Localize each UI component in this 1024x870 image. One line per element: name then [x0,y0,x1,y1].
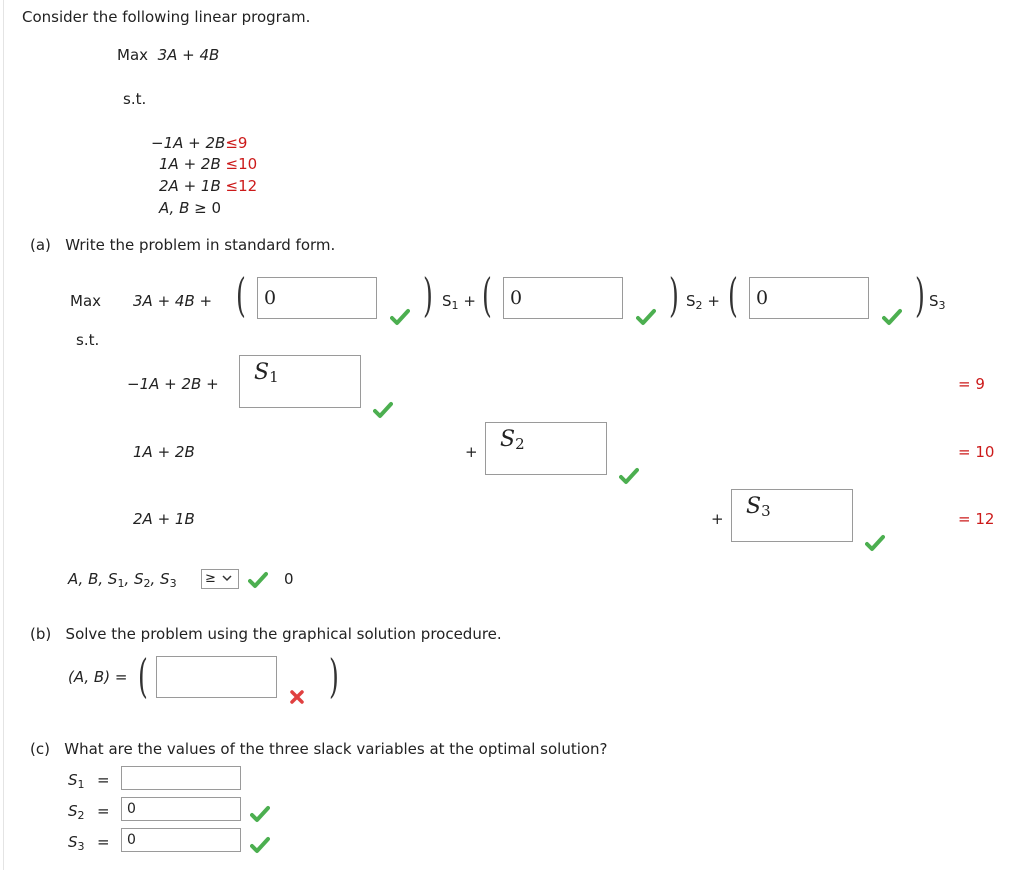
x-icon [289,689,305,705]
constraint-4-rel: ≥ [194,199,207,217]
row1-rhs: = 9 [958,375,985,393]
part-b-label: (b) [30,625,52,643]
obj-s1 [442,292,476,312]
row3-plus: + [711,510,724,528]
c-s1-eq: = [97,771,110,789]
check-icon [390,308,410,326]
chevron-down-icon [222,574,232,582]
row2-lhs: 1A + 2B [133,443,195,461]
part-a-question: Write the problem in standard form. [65,236,336,254]
part-c-question: What are the values of the three slack variables at the optimal solution? [64,740,608,758]
row2-slack-var: S [500,427,516,452]
constraint-3-rel: ≤ [225,177,239,195]
intro-text: Consider the following linear program. [22,8,311,26]
part-a-label: (a) [30,236,51,254]
part-b-heading [30,625,502,643]
paren-open-2: ( [482,268,492,322]
check-icon [619,467,639,485]
c-s2-label: $S_2$ [68,802,85,822]
c-s1-label: $S_1$ [68,771,85,791]
nonneg-vars-text: A, B, S [68,570,118,588]
left-border [3,0,4,870]
constraint-4 [159,199,221,217]
obj-plus-1: + [463,292,476,310]
obj-s3-var: S [929,292,939,310]
constraint-1 [151,134,247,152]
s1-value-input[interactable] [121,766,241,790]
constraint-3-rhs: 12 [238,177,258,195]
check-icon [636,308,656,326]
obj-coef-2-input[interactable]: 0 [503,277,623,319]
row3-lhs: 2A + 1B [133,510,195,528]
st-label: s.t. [123,90,147,108]
nonneg-rhs: 0 [284,570,294,588]
paren-close-b: ) [329,649,339,703]
part-a-heading [30,236,335,254]
part-b-question: Solve the problem using the graphical solution procedure. [65,625,502,643]
c-s1-sub: 1 [77,778,85,791]
constraint-2 [159,155,257,173]
c-s3-sub: 3 [77,840,85,853]
constraint-1-rhs: 9 [237,134,248,152]
c-s3-eq: = [97,833,110,851]
obj-prefix: 3A + 4B + [133,292,213,310]
constraint-3-lhs: 2A + 1B [159,177,221,195]
nonneg-relation-select[interactable] [201,569,239,589]
row2-slack-sub: 2 [515,435,525,453]
check-icon [248,571,268,589]
constraint-2-lhs: 1A + 2B [159,155,221,173]
row1-slack-sub: 1 [269,368,279,386]
obj-coef-1-input[interactable]: 0 [257,277,377,319]
part-c-heading [30,740,608,758]
paren-close-2: ) [669,268,679,322]
max-label: Max [70,292,102,310]
paren-open-3: ( [728,268,738,322]
constraint-1-lhs: −1A + 2B [151,134,226,152]
objective-row [117,46,219,64]
obj-s1-sub: 1 [451,299,459,312]
row1-slack-input[interactable] [239,355,361,408]
nonneg-sub2: 2 [143,577,151,590]
check-icon [882,308,902,326]
ab-input[interactable] [156,656,277,698]
constraint-1-rel: ≤ [225,134,238,152]
constraint-2-rhs: 10 [238,155,258,173]
row3-slack-var: S [746,494,762,519]
c-s3-label: $S_3$ [68,833,85,853]
row3-slack-input[interactable] [731,489,853,542]
check-icon [865,534,885,552]
part-c-label: (c) [30,740,50,758]
obj-plus-2: + [707,292,720,310]
ab-label: (A, B) = [68,668,128,686]
paren-close-1: ) [423,268,433,322]
check-icon [373,401,393,419]
row3-rhs: = 12 [958,510,995,528]
s2-value-input[interactable]: 0 [121,797,241,821]
nonneg-sub1: 1 [117,577,125,590]
obj-s3-sub: 3 [938,299,946,312]
paren-open-1: ( [236,268,246,322]
row1-lhs: −1A + 2B + [127,375,219,393]
obj-s1-var: S [442,292,452,310]
constraint-3 [159,177,257,195]
row2-plus: + [465,443,478,461]
paren-close-3: ) [915,268,925,322]
constraint-4-rhs: 0 [211,199,222,217]
row1-slack-var: S [254,360,270,385]
row2-rhs: = 10 [958,443,995,461]
obj-s2-var: S [686,292,696,310]
objective-max: Max [117,46,149,64]
obj-s2 [686,292,720,312]
st-label-a: s.t. [76,331,100,349]
paren-open-b: ( [138,649,148,703]
obj-s2-sub: 2 [695,299,703,312]
check-icon [250,836,270,854]
row3-slack-sub: 3 [761,502,771,520]
c-s2-eq: = [97,802,110,820]
nonneg-vars: A, B, $S_1$, $S_2$, $S_3$ [68,570,177,590]
nonneg-sel-value: ≥ [205,571,216,586]
obj-coef-3-input[interactable]: 0 [749,277,869,319]
check-icon [250,805,270,823]
row2-slack-input[interactable] [485,422,607,475]
s3-value-input[interactable]: 0 [121,828,241,852]
c-s2-sub: 2 [77,809,85,822]
constraint-2-rel: ≤ [225,155,239,173]
objective-expr: 3A + 4B [157,46,220,64]
nonneg-sub3: 3 [169,577,177,590]
constraint-4-lhs: A, B [159,199,190,217]
obj-s3 [929,292,946,312]
